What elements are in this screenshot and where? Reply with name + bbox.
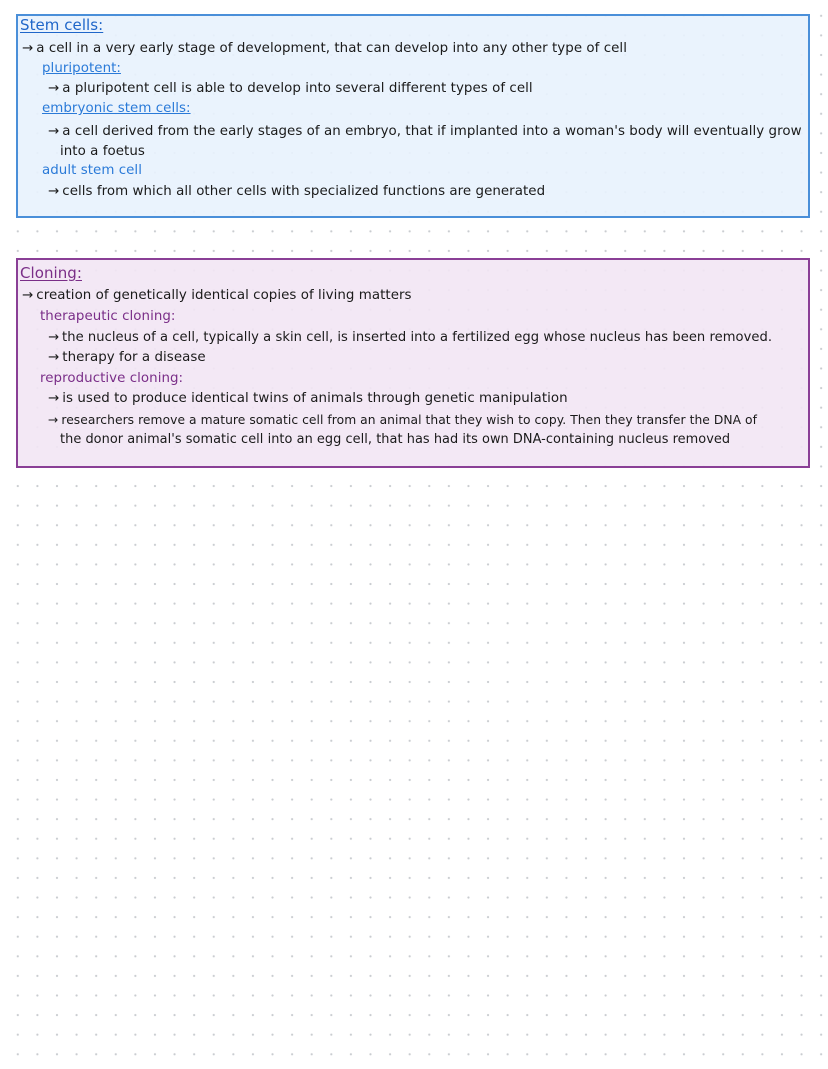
- stem-cells-definition: a cell in a very early stage of development, that can develop into any other type of cell: [36, 41, 627, 56]
- reproductive-point-2-part-2: the donor animal's somatic cell into an egg cell, that has had its own DNA-containing nucleus removed: [60, 432, 731, 447]
- embryonic-text-line-1: [48, 123, 802, 141]
- adult-stem-heading: adult stem cell: [42, 163, 142, 178]
- therapeutic-point-2-line: [48, 349, 206, 367]
- cloning-title: Cloning:: [20, 264, 82, 282]
- reproductive-point-1-line: [48, 390, 568, 408]
- pluripotent-text-line: [48, 80, 533, 98]
- embryonic-text-2: into a foetus: [60, 144, 145, 159]
- arrow-icon: →: [48, 413, 59, 427]
- therapeutic-point-2: therapy for a disease: [62, 350, 206, 365]
- arrow-icon: →: [48, 81, 60, 96]
- arrow-icon: →: [48, 350, 60, 365]
- therapeutic-point-1-line: [48, 329, 772, 347]
- therapeutic-point-1: the nucleus of a cell, typically a skin cell, is inserted into a fertilized egg whose nucleus has been removed.: [62, 330, 773, 345]
- arrow-icon: →: [48, 184, 60, 199]
- pluripotent-heading: pluripotent:: [42, 61, 121, 76]
- therapeutic-heading: therapeutic cloning:: [40, 309, 176, 324]
- reproductive-point-2-part-1: researchers remove a mature somatic cell from an animal that they wish to copy. Then they transfer the DNA of: [61, 413, 758, 427]
- reproductive-point-1: is used to produce identical twins of animals through genetic manipulation: [62, 391, 568, 406]
- cloning-definition: creation of genetically identical copies of living matters: [36, 288, 412, 303]
- adult-stem-text: cells from which all other cells with specialized functions are generated: [62, 184, 546, 199]
- pluripotent-text: a pluripotent cell is able to develop into several different types of cell: [62, 81, 533, 96]
- arrow-icon: →: [48, 330, 60, 345]
- stem-cells-title: Stem cells:: [20, 16, 104, 34]
- arrow-icon: →: [22, 288, 34, 303]
- reproductive-point-2-line-1: [48, 411, 757, 429]
- embryonic-heading: embryonic stem cells:: [42, 101, 191, 116]
- stem-cells-definition-line: [22, 40, 627, 58]
- embryonic-text-1: a cell derived from the early stages of an embryo, that if implanted into a woman's body will eventually grow: [62, 124, 802, 139]
- arrow-icon: →: [22, 41, 34, 56]
- cloning-definition-line: [22, 287, 412, 305]
- arrow-icon: →: [48, 391, 60, 406]
- reproductive-heading: reproductive cloning:: [40, 371, 184, 386]
- adult-stem-text-line: [48, 183, 545, 201]
- arrow-icon: →: [48, 124, 60, 139]
